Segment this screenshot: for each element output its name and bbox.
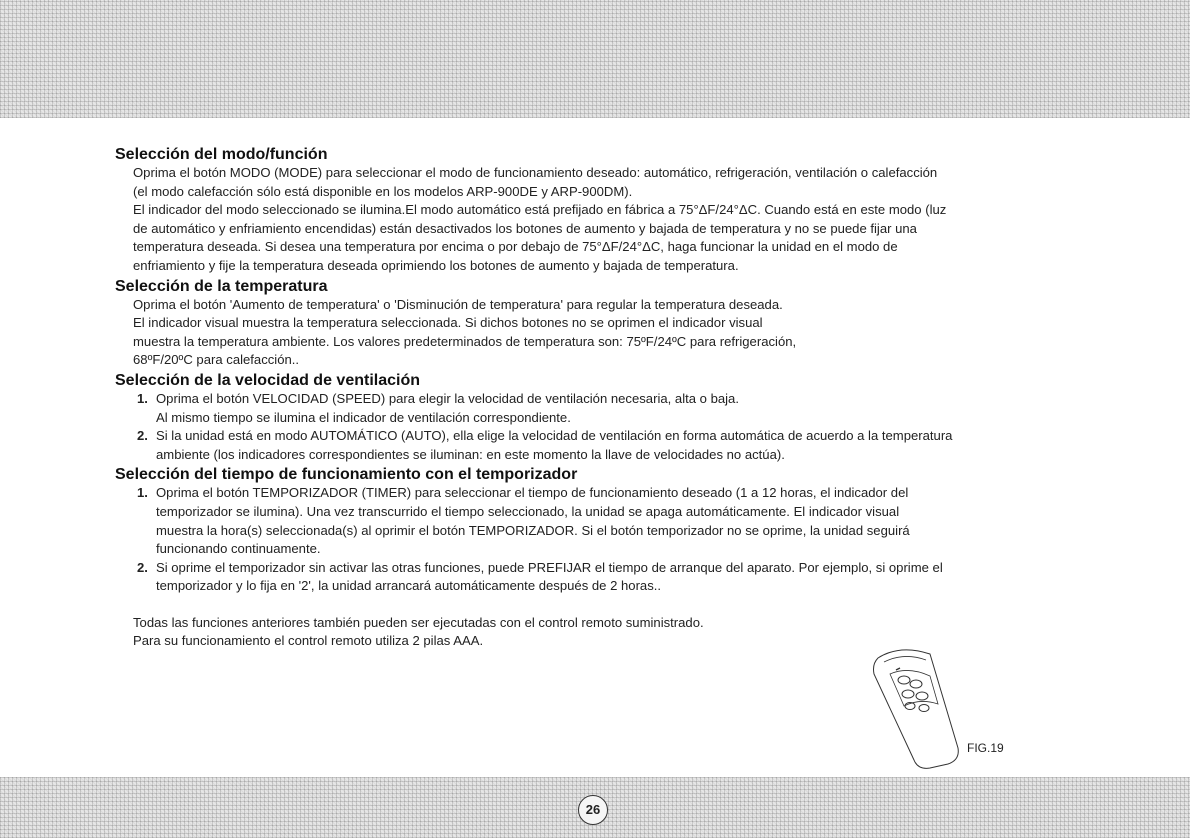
list-number: 1. <box>137 390 148 406</box>
mode-line-3: El indicador del modo seleccionado se ilumina.El modo automático está prefijado en fábrica a 75°ΔF/24°ΔC. Cuando está en este modo (luz <box>133 202 947 218</box>
list-line: muestra la hora(s) seleccionada(s) al oprimir el botón TEMPORIZADOR. Si el botón temporizador no se oprime, la unidad seguirá <box>156 522 910 538</box>
temperature-line-2: El indicador visual muestra la temperatura seleccionada. Si dichos botones no se oprimen el indicador visual <box>133 315 763 331</box>
mode-line-2: (el modo calefacción sólo está disponible en los modelos ARP-900DE y ARP-900DM). <box>133 183 633 199</box>
list-item <box>137 484 1135 558</box>
mode-line-6: enfriamiento y fije la temperatura deseada oprimiendo los botones de aumento y bajada de temperatura. <box>133 257 739 273</box>
section-mode <box>115 146 1135 276</box>
note-line-2: Para su funcionamiento el control remoto utiliza 2 pilas AAA. <box>133 633 484 649</box>
page-number: 26 <box>578 795 608 825</box>
figure-label: FIG.19 <box>967 741 1004 755</box>
list-line: Si oprime el temporizador sin activar las otras funciones, puede PREFIJAR el tiempo de arranque del aparato. Por ejemplo, si oprime el <box>156 559 943 575</box>
list-line: temporizador y lo fija en '2', la unidad arrancará automáticamente después de 2 horas.. <box>156 578 662 594</box>
note-line-1: Todas las funciones anteriores también pueden ser ejecutadas con el control remoto suministrado. <box>133 614 704 630</box>
section-title-temperature: Selección de la temperatura <box>115 277 328 295</box>
temperature-line-3: muestra la temperatura ambiente. Los valores predeterminados de temperatura son: 75ºF/24ºC para refrigeración, <box>133 333 797 349</box>
list-number: 2. <box>137 428 148 444</box>
list-line: temporizador se ilumina). Una vez transcurrido el tiempo seleccionado, la unidad se apaga automáticamente. El indicador visual <box>156 503 900 519</box>
list-number: 1. <box>137 485 148 501</box>
document-body <box>115 146 1135 651</box>
timer-list <box>137 484 1135 596</box>
section-title-timer: Selección del tiempo de funcionamiento con el temporizador <box>115 466 578 484</box>
list-item <box>137 390 1135 427</box>
list-number: 2. <box>137 559 148 575</box>
remote-notes <box>115 614 1135 651</box>
list-item <box>137 427 1135 464</box>
list-item <box>137 559 1135 596</box>
section-fan-speed <box>115 372 1135 464</box>
list-line: Oprima el botón VELOCIDAD (SPEED) para elegir la velocidad de ventilación necesaria, alta o baja. <box>156 390 739 406</box>
mode-line-1: Oprima el botón MODO (MODE) para seleccionar el modo de funcionamiento deseado: automático, refrigeración, ventilación o calefacción <box>133 165 938 180</box>
temperature-line-1: Oprima el botón 'Aumento de temperatura' o 'Disminución de temperatura' para regular la temperatura deseada. <box>133 296 783 312</box>
header-halftone-band <box>0 0 1190 118</box>
mode-line-5: temperatura deseada. Si desea una temperatura por encima o por debajo de 75°ΔF/24°ΔC, haga funcionar la unidad en el modo de <box>133 239 898 255</box>
list-line: Oprima el botón TEMPORIZADOR (TIMER) para seleccionar el tiempo de funcionamiento deseado (1 a 12 horas, el indicador del <box>156 485 909 501</box>
fan-speed-list <box>137 390 1135 464</box>
list-line: Si la unidad está en modo AUTOMÁTICO (AUTO), ella elige la velocidad de ventilación en forma automática de acuerdo a la temperatura <box>156 428 953 444</box>
list-line: ambiente (los indicadores correspondientes se iluminan: en este momento la llave de velocidades no actúa). <box>156 446 785 462</box>
mode-line-4: de automático y enfriamiento encendidas) están desactivados los botones de aumento y bajada de temperatura y no se puede fijar una <box>133 220 917 236</box>
section-title-mode: Selección del modo/función <box>115 146 328 163</box>
remote-control-illustration <box>860 640 970 770</box>
list-line: Al mismo tiempo se ilumina el indicador de ventilación correspondiente. <box>156 409 571 425</box>
temperature-line-4: 68ºF/20ºC para calefacción.. <box>133 352 300 368</box>
list-line: funcionando continuamente. <box>156 541 321 557</box>
section-temperature <box>115 278 1135 370</box>
section-timer <box>115 466 1135 596</box>
section-title-fan-speed: Selección de la velocidad de ventilación <box>115 371 420 389</box>
